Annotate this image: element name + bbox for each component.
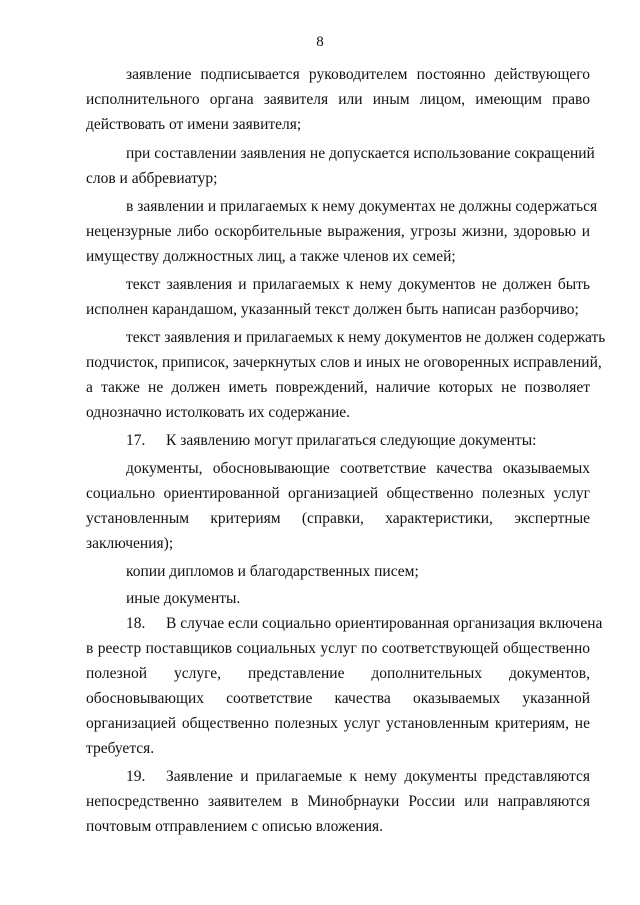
text-line: исполнительного органа заявителя или иным лицом, имеющим право [86, 91, 590, 108]
text-line: иные документы. [126, 590, 241, 607]
text-line: обосновывающих соответствие качества оказываемых указанной [86, 690, 590, 707]
text-line: однозначно истолковать их содержание. [86, 404, 351, 421]
text-line: нецензурные либо оскорбительные выражения, угрозы жизни, здоровью и [86, 223, 590, 240]
text-line: в реестр поставщиков социальных услуг по соответствующей общественно [86, 640, 590, 657]
text-line: полезной услуге, представление дополнительных документов, [86, 665, 590, 682]
text-line: действовать от имени заявителя; [86, 116, 302, 133]
item-text: К заявлению могут прилагаться следующие документы: [166, 432, 537, 449]
text-line: социально ориентированной организацией общественно полезных услуг [86, 485, 590, 502]
text-line: а также не должен иметь повреждений, наличие которых не позволяет [86, 379, 590, 396]
text-line: организацией общественно полезных услуг установленным критериям, не [86, 715, 590, 732]
text-line: почтовым отправлением с описью вложения. [86, 818, 383, 835]
page-number: 8 [316, 34, 324, 50]
text-line: подчисток, приписок, зачеркнутых слов и иных не оговоренных исправлений, [86, 354, 602, 371]
item-number: 18. [126, 615, 146, 632]
text-line: непосредственно заявителем в Минобрнауки России или направляются [86, 793, 590, 810]
text-line: в заявлении и прилагаемых к нему документах не должны содержаться [126, 198, 598, 215]
text-line: заявление подписывается руководителем постоянно действующего [126, 66, 590, 83]
text-line: имуществу должностных лиц, а также членов их семей; [86, 248, 456, 265]
item-number: 17. [126, 432, 146, 449]
item-text: В случае если социально ориентированная организация включена [166, 615, 603, 632]
item-text: Заявление и прилагаемые к нему документы представляются [166, 768, 590, 785]
text-line: требуется. [86, 740, 155, 757]
text-line: при составлении заявления не допускается использование сокращений [126, 145, 595, 162]
text-line: установленным критериям (справки, характеристики, экспертные [86, 510, 590, 527]
numbered-item-17 [126, 429, 590, 453]
text-line: слов и аббревиатур; [86, 170, 218, 187]
text-line: исполнен карандашом, указанный текст должен быть написан разборчиво; [86, 301, 579, 318]
text-line: заключения); [86, 535, 174, 552]
text-line: текст заявления и прилагаемых к нему документов не должен быть [126, 276, 590, 293]
text-line: документы, обосновывающие соответствие качества оказываемых [126, 460, 590, 477]
item-number: 19. [126, 768, 146, 785]
text-line: копии дипломов и благодарственных писем; [126, 563, 419, 580]
text-line: текст заявления и прилагаемых к нему документов не должен содержать [126, 329, 606, 346]
numbered-item-18 [126, 612, 603, 636]
numbered-item-19 [126, 765, 590, 789]
